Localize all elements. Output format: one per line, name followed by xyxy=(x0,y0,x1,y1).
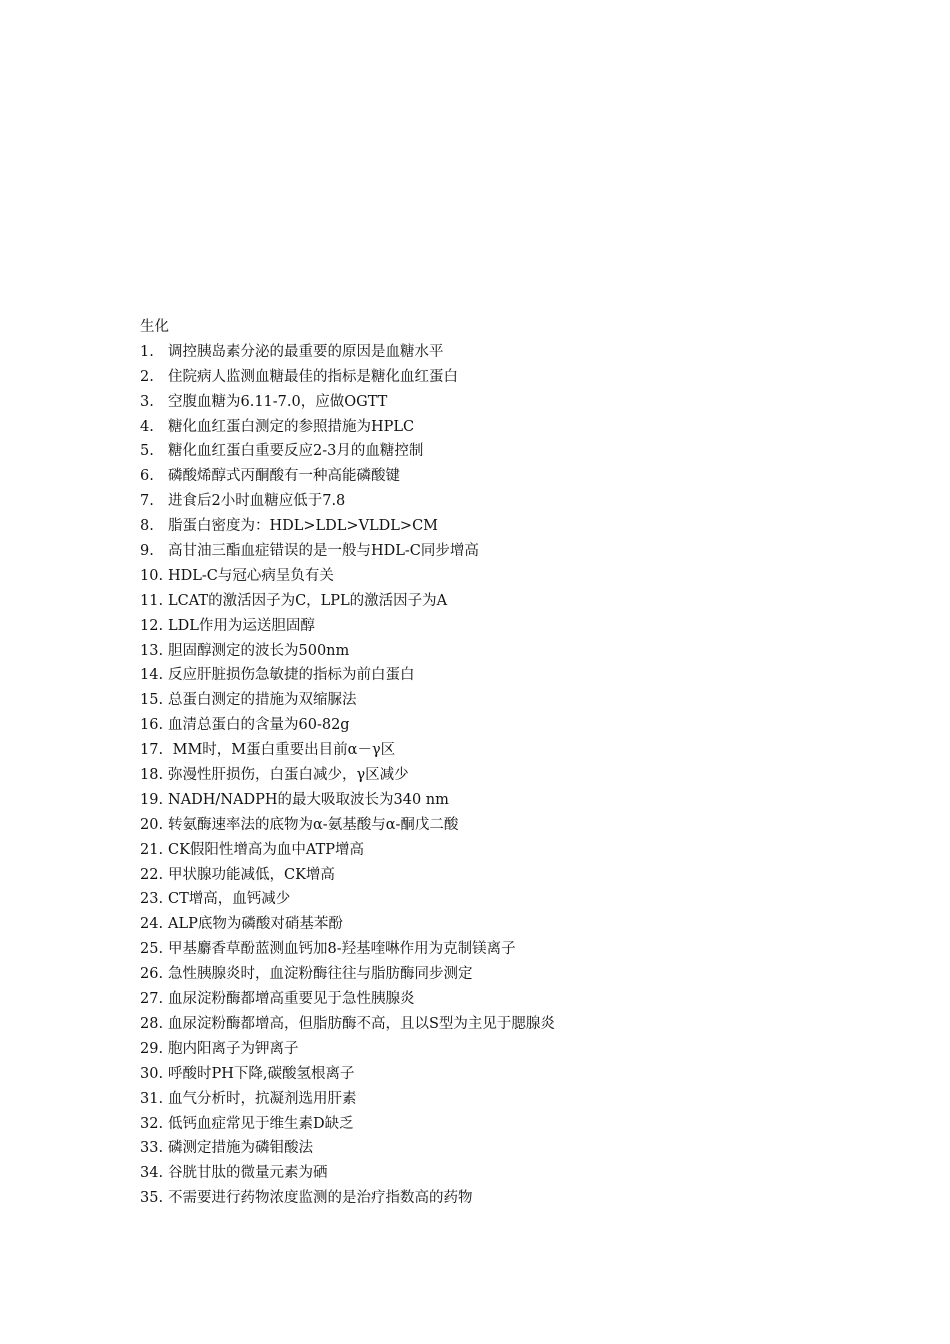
item-text: 弥漫性肝损伤，白蛋白减少，γ区减少 xyxy=(168,767,409,784)
list-item xyxy=(140,987,900,1012)
item-number: 34. xyxy=(140,1165,164,1182)
list-item xyxy=(140,937,900,962)
list-item xyxy=(140,1062,900,1087)
item-text: 低钙血症常见于维生素D缺乏 xyxy=(168,1115,354,1132)
list-item xyxy=(140,1186,900,1211)
item-number: 32. xyxy=(140,1115,164,1132)
item-number: 20. xyxy=(140,816,164,833)
item-number: 25. xyxy=(140,941,164,958)
item-number: 18. xyxy=(140,767,164,784)
item-text: 急性胰腺炎时，血淀粉酶往往与脂肪酶同步测定 xyxy=(168,966,473,983)
list-item xyxy=(140,340,900,365)
list-item xyxy=(140,365,900,390)
list-item xyxy=(140,539,900,564)
item-number: 35. xyxy=(140,1190,164,1207)
list-item xyxy=(140,489,900,514)
item-number: 8. xyxy=(140,518,154,535)
item-number: 29. xyxy=(140,1040,164,1057)
list-item xyxy=(140,763,900,788)
list-item xyxy=(140,887,900,912)
item-text: 胆固醇测定的波长为500nm xyxy=(168,642,350,659)
item-text: 糖化血红蛋白重要反应2-3月的血糖控制 xyxy=(168,443,424,460)
item-text: 血清总蛋白的含量为60-82g xyxy=(168,717,350,734)
item-number: 6. xyxy=(140,468,154,485)
list-item xyxy=(140,564,900,589)
item-number: 5. xyxy=(140,443,154,460)
item-number: 28. xyxy=(140,1015,164,1032)
item-text: LDL作用为运送胆固醇 xyxy=(168,617,315,634)
item-text: CT增高，血钙减少 xyxy=(168,891,291,908)
item-text: 高甘油三酯血症错误的是一般与HDL-C同步增高 xyxy=(168,543,479,560)
item-list xyxy=(140,340,900,1211)
item-number: 31. xyxy=(140,1090,164,1107)
item-text: 甲状腺功能减低，CK增高 xyxy=(168,866,335,883)
item-number: 22. xyxy=(140,866,164,883)
list-item xyxy=(140,838,900,863)
item-number: 19. xyxy=(140,791,164,808)
list-item xyxy=(140,1037,900,1062)
item-text: 不需要进行药物浓度监测的是治疗指数高的药物 xyxy=(168,1190,473,1207)
list-item xyxy=(140,439,900,464)
list-item xyxy=(140,1012,900,1037)
list-item xyxy=(140,738,900,763)
item-number: 15. xyxy=(140,692,164,709)
list-item xyxy=(140,614,900,639)
list-item xyxy=(140,464,900,489)
item-number: 26. xyxy=(140,966,164,983)
list-item xyxy=(140,813,900,838)
item-number: 9. xyxy=(140,543,154,560)
list-item xyxy=(140,589,900,614)
item-text: 住院病人监测血糖最佳的指标是糖化血红蛋白 xyxy=(168,368,458,385)
item-text: 调控胰岛素分泌的最重要的原因是血糖水平 xyxy=(168,343,444,360)
item-text: 转氨酶速率法的底物为α-氨基酸与α-酮戊二酸 xyxy=(168,816,459,833)
list-item xyxy=(140,1087,900,1112)
item-number: 24. xyxy=(140,916,164,933)
item-number: 1. xyxy=(140,343,154,360)
item-text: ALP底物为磷酸对硝基苯酚 xyxy=(168,916,343,933)
item-text: 血尿淀粉酶都增高重要见于急性胰腺炎 xyxy=(168,991,415,1008)
item-number: 3. xyxy=(140,393,154,410)
item-text: LCAT的激活因子为C，LPL的激活因子为A xyxy=(168,592,448,609)
list-item xyxy=(140,788,900,813)
item-text: 脂蛋白密度为：HDL>LDL>VLDL>CM xyxy=(168,518,439,535)
list-item xyxy=(140,639,900,664)
section-heading: 生化 xyxy=(140,319,169,335)
item-text: NADH/NADPH的最大吸取波长为340 nm xyxy=(168,791,449,808)
item-number: 21. xyxy=(140,841,164,858)
item-text: 甲基麝香草酚蓝测血钙加8-羟基喹啉作用为克制镁离子 xyxy=(168,941,516,958)
list-item xyxy=(140,514,900,539)
list-item xyxy=(140,962,900,987)
list-item xyxy=(140,390,900,415)
list-item xyxy=(140,912,900,937)
item-number: 7. xyxy=(140,493,154,510)
item-text: 糖化血红蛋白测定的参照措施为HPLC xyxy=(168,418,415,435)
item-number: 23. xyxy=(140,891,164,908)
document-body xyxy=(140,315,900,1211)
item-number: 27. xyxy=(140,991,164,1008)
list-item xyxy=(140,663,900,688)
list-item xyxy=(140,688,900,713)
list-item xyxy=(140,1112,900,1137)
item-text: 血气分析时，抗凝剂选用肝素 xyxy=(168,1090,357,1107)
item-text: 反应肝脏损伤急敏捷的指标为前白蛋白 xyxy=(168,667,415,684)
item-text: 呼酸时PH下降,碳酸氢根离子 xyxy=(168,1065,355,1082)
item-number: 10. xyxy=(140,567,164,584)
item-number: 11. xyxy=(140,592,164,609)
list-item xyxy=(140,1136,900,1161)
item-number: 33. xyxy=(140,1140,164,1157)
item-text: HDL-C与冠心病呈负有关 xyxy=(168,567,334,584)
item-text: MM时，M蛋白重要出目前α－γ区 xyxy=(168,742,396,759)
item-number: 4. xyxy=(140,418,154,435)
list-item xyxy=(140,1161,900,1186)
item-number: 17. xyxy=(140,742,164,759)
list-item xyxy=(140,863,900,888)
item-text: 空腹血糖为6.11-7.0，应做OGTT xyxy=(168,393,388,410)
item-text: CK假阳性增高为血中ATP增高 xyxy=(168,841,365,858)
item-text: 进食后2小时血糖应低于7.8 xyxy=(168,493,346,510)
item-number: 16. xyxy=(140,717,164,734)
list-item xyxy=(140,415,900,440)
item-text: 磷酸烯醇式丙酮酸有一种高能磷酸键 xyxy=(168,468,400,485)
list-item xyxy=(140,713,900,738)
item-number: 14. xyxy=(140,667,164,684)
item-number: 2. xyxy=(140,368,154,385)
item-text: 磷测定措施为磷钼酸法 xyxy=(168,1140,313,1157)
item-number: 13. xyxy=(140,642,164,659)
item-text: 谷胱甘肽的微量元素为硒 xyxy=(168,1165,328,1182)
item-text: 胞内阳离子为钾离子 xyxy=(168,1040,299,1057)
item-text: 血尿淀粉酶都增高，但脂肪酶不高，且以S型为主见于腮腺炎 xyxy=(168,1015,555,1032)
item-text: 总蛋白测定的措施为双缩脲法 xyxy=(168,692,357,709)
item-number: 30. xyxy=(140,1065,164,1082)
item-number: 12. xyxy=(140,617,164,634)
